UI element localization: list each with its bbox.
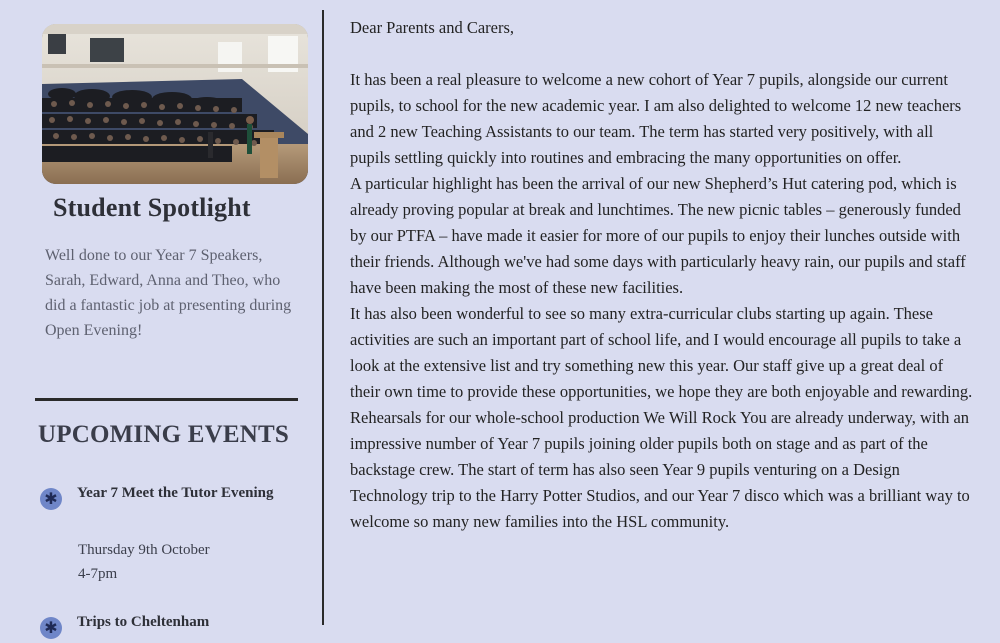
letter-body — [350, 15, 975, 535]
upcoming-events-title: UPCOMING EVENTS — [38, 421, 289, 448]
school-assembly-photo — [42, 24, 308, 184]
event-item — [40, 484, 300, 594]
letter-paragraph: It has been a real pleasure to welcome a new cohort of Year 7 pupils, alongside our current pupils, to school for the new academic year. I am also delighted to welcome 12 new teachers and 2 new Teaching Assistants to our team. The term has started very positively, with all pupils settling quickly into routines and embracing the many opportunities on offer. — [350, 70, 962, 167]
sidebar-divider — [35, 398, 298, 401]
spotlight-text: Well done to our Year 7 Speakers, Sarah, Edward, Anna and Theo, who did a fantastic job at presenting during Open Evening! — [45, 247, 292, 339]
spotlight-title: Student Spotlight — [53, 193, 251, 222]
event-time: 4-7pm — [78, 566, 118, 582]
school-assembly-photo-icon — [42, 24, 308, 184]
letter-paragraph: A particular highlight has been the arrival of our new Shepherd’s Hut catering pod, which is already proving popular at break and lunchtimes. The new picnic tables – generously funded by our PTFA – have made it easier for more of our pupils to enjoy their lunches outside with their friends. Although we've had some days with particularly heavy rain, our pupils and staff have been making the most of these new facilities. — [350, 174, 966, 297]
letter-paragraph: It has also been wonderful to see so many extra-curricular clubs starting up again. These activities are such an important part of school life, and I would encourage all pupils to take a look at the extensive list and try something new this year. Our staff give up a great deal of their own time to provide these opportunities, we hope they are both enjoyable and rewarding. — [350, 304, 973, 401]
event-date: Thursday 9th October — [78, 542, 210, 558]
event-title: Trips to Cheltenham — [77, 614, 210, 630]
event-title: Year 7 Meet the Tutor Evening — [77, 485, 274, 501]
asterisk-bullet-icon: ✱ — [40, 617, 62, 639]
letter-greeting: Dear Parents and Carers, — [350, 18, 515, 37]
event-details — [78, 538, 288, 586]
asterisk-bullet-icon: ✱ — [40, 488, 62, 510]
column-divider — [322, 10, 324, 625]
sidebar — [0, 0, 322, 637]
event-item — [40, 613, 300, 643]
letter-paragraph: Rehearsals for our whole-school production We Will Rock You are already underway, with an impressive number of Year 7 pupils joining older pupils both on stage and as part of the backstage crew. The start of term has also seen Year 9 pupils venturing on a Design Technology trip to the Harry Potter Studios, and our Year 7 disco which was a brilliant way to welcome so many new families into the HSL community. — [350, 408, 970, 531]
